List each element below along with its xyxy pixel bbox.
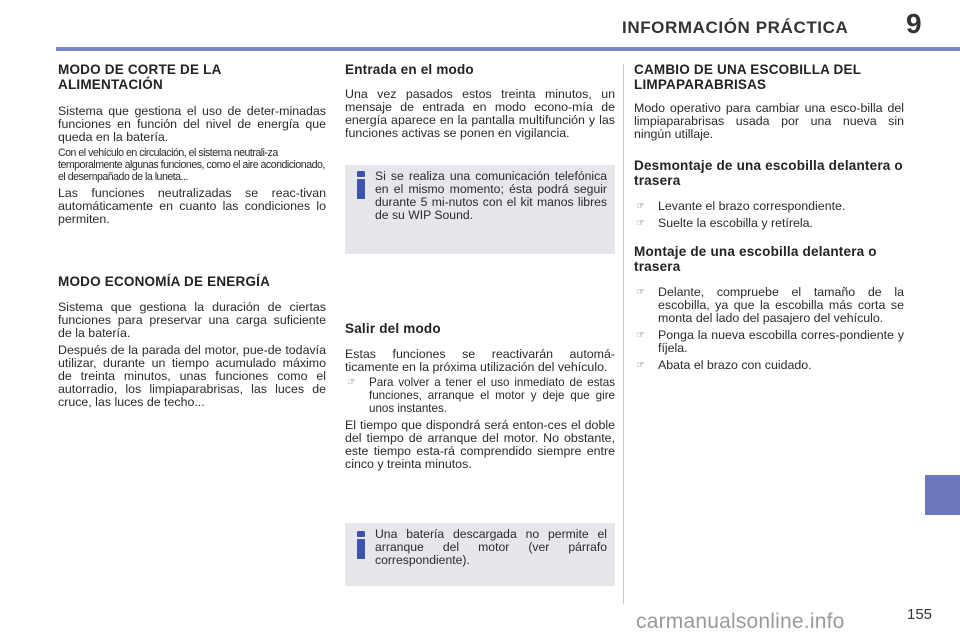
pointing-hand-icon: ☞ <box>347 377 356 388</box>
heading-montaje: Montaje de una escobilla delantera o trasera <box>634 244 877 274</box>
header-rule <box>56 47 960 51</box>
pointing-hand-icon: ☞ <box>636 287 645 298</box>
info-icon <box>353 531 371 559</box>
pointing-hand-icon: ☞ <box>636 218 645 229</box>
paragraph: Las funciones neutralizadas se reac-tivan automáticamente en cuanto las condiciones lo permiten. <box>58 186 326 226</box>
list-item <box>345 376 615 415</box>
paragraph: El tiempo que dispondrá será enton-ces el doble del tiempo de arranque del motor. No obstante, este tiempo esta-rá comprendido siempre entre cinco y treinta minutos. <box>345 418 615 471</box>
list-item-text: Delante, compruebe el tamaño de la escobilla, ya que la escobilla más corta se monta del lado del pasajero del vehículo. <box>658 285 904 325</box>
column-right <box>634 62 904 372</box>
paragraph: Sistema que gestiona la duración de ciertas funciones para preservar una carga suficiente de la batería. <box>58 300 326 340</box>
section-title: INFORMACIÓN PRÁCTICA <box>622 18 849 37</box>
list-item <box>634 329 904 355</box>
list-item-text: Abata el brazo con cuidado. <box>658 358 812 372</box>
column-divider <box>623 64 624 604</box>
info-text: Si se realiza una comunicación telefónica en el mismo momento; ésta podrá seguir durante 5 mi-nutos con el kit manos libres de su WIP Sound. <box>375 169 607 222</box>
chapter-number: 9 <box>906 8 922 39</box>
paragraph: Sistema que gestiona el uso de deter-minadas funciones en función del nivel de energía que queda en la batería. <box>58 104 326 144</box>
heading-economia-energia: MODO ECONOMÍA DE ENERGÍA <box>58 274 271 289</box>
heading-corte-alimentacion: MODO DE CORTE DE LA ALIMENTACIÓN <box>58 62 222 92</box>
heading-salir-modo: Salir del modo <box>345 321 441 336</box>
info-icon <box>353 171 371 199</box>
info-box <box>345 165 615 254</box>
paragraph-condensed: Con el vehículo en circulación, el sistema neutrali-za temporalmente algunas funciones, como el aire acondicionado, el desempañado de la luneta... <box>58 147 325 183</box>
chapter-tab <box>925 475 960 515</box>
heading-cambio-escobilla: CAMBIO DE UNA ESCOBILLA DEL LIMPAPARABRISAS <box>634 62 861 92</box>
list-item-text: Ponga la nueva escobilla corres-pondiente y fíjela. <box>658 328 904 355</box>
paragraph: Una vez pasados estos treinta minutos, un mensaje de entrada en modo econo-mía de energía aparece en la pantalla multifunción y las funciones activas se ponen en vigilancia. <box>345 87 615 140</box>
list-item-text: Suelte la escobilla y retírela. <box>658 216 813 230</box>
column-left <box>58 62 326 409</box>
list-item <box>634 217 904 230</box>
pointing-hand-icon: ☞ <box>636 330 645 341</box>
pointing-hand-icon: ☞ <box>636 360 645 371</box>
paragraph: Después de la parada del motor, pue-de todavía utilizar, durante un tiempo acumulado máximo de treinta minutos, unas funciones como el autorradio, los limpiaparabrisas, las luces de cruce, las luces de techo... <box>58 343 326 409</box>
info-text: Una batería descargada no permite el arranque del motor (ver párrafo correspondiente). <box>375 527 607 567</box>
column-middle-lower <box>345 321 615 471</box>
list-item <box>634 286 904 325</box>
column-middle <box>345 62 615 140</box>
watermark: carmanualsonline.info <box>636 610 845 633</box>
paragraph: Modo operativo para cambiar una esco-billa del limpiaparabrisas usada por una nueva sin ningún utillaje. <box>634 101 904 141</box>
paragraph: Estas funciones se reactivarán automá-ticamente en la próxima utilización del vehículo. <box>345 347 615 374</box>
list-item <box>634 359 904 372</box>
list-item <box>634 200 904 213</box>
heading-entrada-modo: Entrada en el modo <box>345 62 474 77</box>
pointing-hand-icon: ☞ <box>636 201 645 212</box>
page-number: 155 <box>907 606 933 623</box>
info-box <box>345 523 615 586</box>
list-item-text: Levante el brazo correspondiente. <box>658 199 846 213</box>
heading-desmontaje: Desmontaje de una escobilla delantera o trasera <box>634 158 903 188</box>
list-item-text: Para volver a tener el uso inmediato de estas funciones, arranque el motor y deje que gire unos instantes. <box>369 376 615 415</box>
